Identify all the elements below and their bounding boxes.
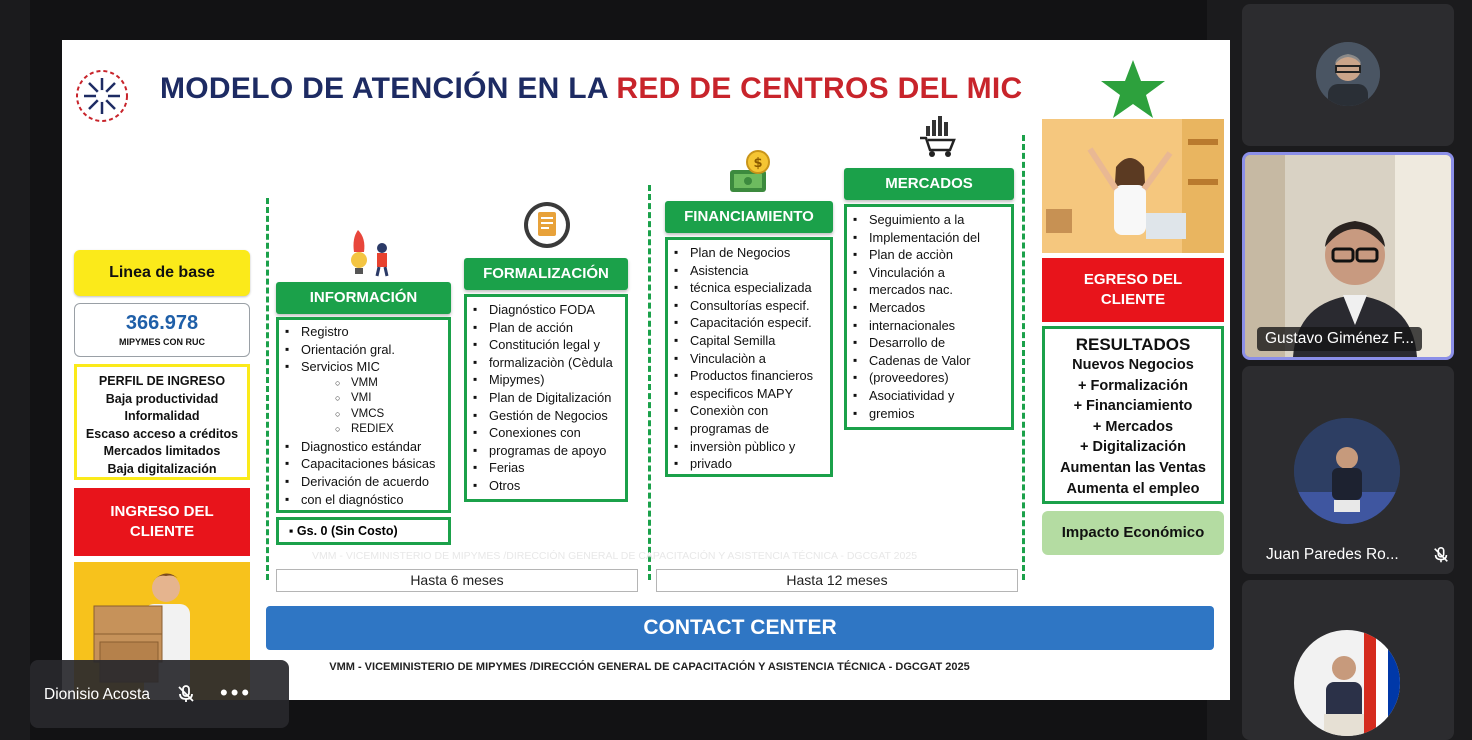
resultado-item: Aumentan las Ventas [1060,459,1206,476]
svg-text:$: $ [753,156,763,171]
list-item: ▪ Vinculaciòn a [668,350,830,368]
divider-left [266,198,269,580]
financiamiento-box [665,237,833,477]
watermark-text: VMM - VICEMINISTERIO DE MIPYMES /DIRECCIÓN GENERAL DE CAPACITACIÓN Y ASISTENCIA TÉCNICA - DGCGAT 2025 [312,550,918,562]
list-item-continued: ▪ privado [668,455,830,473]
avatar [1294,630,1400,736]
resultado-item: Nuevos Negocios [1072,357,1194,373]
perfil-line: Baja digitalización [107,461,217,476]
formalizacion-title: FORMALIZACIÓN [464,258,628,290]
title-part-2: RED DE CENTROS DEL MIC [616,72,1023,105]
list-item: ▪ Asociatividad y [847,387,1011,405]
list-item-continued: ▪ especificos MAPY [668,385,830,403]
list-item: ▪ Registro [279,323,448,341]
egreso-line: CLIENTE [1100,291,1166,308]
ingreso-line: INGRESO DEL [110,503,214,520]
list-item-continued: ▪ programas de [668,420,830,438]
presenter-name: Dionisio Acosta [44,686,150,703]
mercados-title: MERCADOS [844,168,1014,200]
rocket-idea-icon [344,226,392,278]
resultado-item: + Digitalización [1080,439,1186,456]
list-item-continued: ▪ Mipymes) [467,371,625,389]
list-item: ▪ Orientación gral. [279,341,448,359]
mercados-box [844,204,1014,430]
kpi-card [74,303,250,357]
resultado-item: Aumenta el empleo [1066,480,1200,497]
participant-tile[interactable] [1242,4,1454,146]
financiamiento-title: FINANCIAMIENTO [665,201,833,233]
list-item: ▪ Consultorías especif. [668,297,830,315]
list-subitem: ○ VMCS [279,407,448,423]
slide-title [160,72,1022,106]
list-item-continued: ▪ Productos financieros [668,367,830,385]
ingreso-cliente-box [74,488,250,556]
list-item: ▪ Capital Semilla [668,332,830,350]
egreso-cliente-box [1042,258,1224,322]
list-item: ▪ Seguimiento a la [847,211,1011,229]
list-item-continued: ▪ mercados nac. [847,281,1011,299]
list-item: ▪ Capacitaciones básicas [279,455,448,473]
list-subitem: ○ REDIEX [279,422,448,438]
perfil-line: PERFIL DE INGRESO [98,374,226,388]
informacion-box [276,317,451,513]
bullet-icon: ▪ [289,524,294,538]
list-item: ▪ Servicios MIC [279,358,448,376]
kpi-label: MIPYMES CON RUC [118,337,205,347]
list-subitem: ○ VMM [279,376,448,392]
informacion-title: INFORMACIÓN [276,282,451,314]
participant-tile[interactable] [1242,366,1454,574]
shopping-cart-icon [918,114,956,158]
avatar [1316,42,1380,106]
participant-name: Juan Paredes Ro... [1266,546,1399,563]
contact-center-banner: CONTACT CENTER [266,606,1214,650]
list-item-continued: ▪ (proveedores) [847,369,1011,387]
list-item: ▪ Mercados [847,299,1011,317]
list-item-continued: ▪ Implementación del [847,229,1011,247]
list-item: ▪ Diagnostico estándar [279,438,448,456]
shared-screen [30,0,1207,740]
list-item: ▪ Conexiones con [467,424,625,442]
duration-12-months: Hasta 12 meses [656,569,1018,592]
resultados-box [1042,326,1224,504]
list-item-continued: ▪ programas de apoyo [467,442,625,460]
list-item: ▪ Gestión de Negocios [467,407,625,425]
list-item-continued: ▪ Plan de acciòn [847,246,1011,264]
cost-label: Gs. 0 (Sin Costo) [296,524,398,538]
title-part-1: MODELO DE ATENCIÓN EN LA [160,72,617,105]
mic-muted-icon [1432,546,1450,564]
list-item-continued: ▪ gremios [847,405,1011,423]
list-item-continued: ▪ internacionales [847,317,1011,335]
more-options-button[interactable]: ••• [220,680,253,705]
list-item: ▪ Desarrollo de [847,334,1011,352]
list-item: ▪ Constitución legal y [467,336,625,354]
mic-logo-icon [74,68,130,124]
kpi-value: 366.978 [125,312,199,334]
list-item: ▪ Plan de Digitalización [467,389,625,407]
resultados-title: RESULTADOS [1075,335,1191,354]
document-gear-icon [522,200,572,250]
list-subitem: ○ VMI [279,391,448,407]
list-item: ▪ Vinculación a [847,264,1011,282]
list-item: ▪ Asistencia [668,262,830,280]
perfil-line: Mercados limitados [103,444,221,458]
baseline-label: Linea de base [74,250,250,296]
ingreso-line: CLIENTE [129,523,195,540]
divider-right [1022,135,1025,580]
resultado-item: + Financiamiento [1073,398,1193,415]
resultado-item: + Formalización [1078,377,1188,394]
avatar [1294,418,1400,524]
presentation-slide [62,40,1237,700]
list-item-continued: ▪ formalizaciòn (Cèdula [467,354,625,372]
presenter-name-bar [30,660,289,728]
slide-footer: VMM - VICEMINISTERIO DE MIPYMES /DIRECCIÓN GENERAL DE CAPACITACIÓN Y ASISTENCIA TÉCNICA - DGCGAT 2025 [329,661,970,673]
perfil-line: Baja productividad [105,391,219,406]
egreso-line: EGRESO DEL [1083,271,1183,288]
list-item-continued: ▪ con el diagnóstico [279,491,448,509]
participant-tile-active[interactable] [1242,152,1454,360]
participant-tile[interactable] [1242,580,1454,740]
client-photo-out [1042,119,1224,253]
list-item: ▪ Ferias [467,459,625,477]
list-item-continued: ▪ Cadenas de Valor [847,352,1011,370]
cost-box [276,517,451,545]
star-icon [1098,58,1168,120]
list-item: ▪ Plan de Negocios [668,244,830,262]
perfil-line: Informalidad [124,409,200,423]
perfil-ingreso-box [74,364,250,480]
list-item: ▪ Plan de acción [467,319,625,337]
list-item-continued: ▪ técnica especializada [668,279,830,297]
list-item: ▪ Derivación de acuerdo [279,473,448,491]
mic-muted-icon[interactable] [176,684,196,704]
participant-name: Gustavo Giménez F... [1257,327,1422,351]
duration-6-months: Hasta 6 meses [276,569,638,592]
list-item: ▪ Capacitación especif. [668,314,830,332]
list-item: ▪ Otros [467,477,625,495]
perfil-line: Escaso acceso a créditos [85,426,239,441]
divider-middle [648,185,651,580]
participants-panel [1230,0,1472,740]
formalizacion-box [464,294,628,502]
list-item: ▪ Diagnóstico FODA [467,301,625,319]
impacto-economico-box: Impacto Económico [1042,511,1224,555]
money-icon [728,148,772,194]
list-item-continued: ▪ inversiòn pùblico y [668,438,830,456]
list-item: ▪ Conexiòn con [668,402,830,420]
resultado-item: + Mercados [1092,418,1174,435]
